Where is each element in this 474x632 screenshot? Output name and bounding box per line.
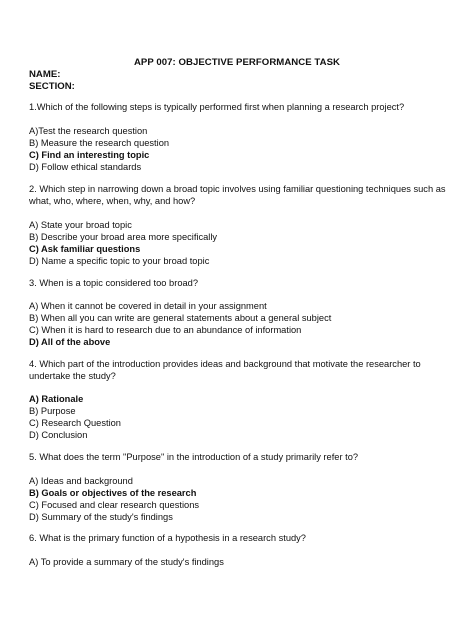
name-field-label: NAME: xyxy=(29,69,61,80)
option-item: C) Research Question xyxy=(29,418,121,428)
question-5: 5. What does the term "Purpose" in the introduction of a study primarily refer to? xyxy=(29,452,359,462)
question-2-options xyxy=(29,219,449,267)
question-1-options xyxy=(29,125,449,173)
question-6-options xyxy=(29,556,449,568)
question-6: 6. What is the primary function of a hypothesis in a research study? xyxy=(29,533,306,543)
section-field-label: SECTION: xyxy=(29,81,75,92)
question-3-options xyxy=(29,300,449,348)
option-item: B) Goals or objectives of the research xyxy=(29,488,197,498)
question-4: 4. Which part of the introduction provides ideas and background that motivate the researcher to undertake the study? xyxy=(29,359,421,381)
option-item: A) Rationale xyxy=(29,394,84,404)
question-5-options xyxy=(29,475,449,523)
option-item: C) Find an interesting topic xyxy=(29,150,150,160)
option-item: A)Test the research question xyxy=(29,126,148,136)
option-item: D) Conclusion xyxy=(29,430,88,440)
option-item: A) Ideas and background xyxy=(29,476,133,486)
question-3: 3. When is a topic considered too broad? xyxy=(29,278,198,288)
option-item: A) When it cannot be covered in detail in your assignment xyxy=(29,301,267,311)
option-item: B) Describe your broad area more specifically xyxy=(29,232,218,242)
option-item: D) Follow ethical standards xyxy=(29,162,142,172)
question-1: 1.Which of the following steps is typically performed first when planning a research project? xyxy=(29,102,405,112)
question-4-options xyxy=(29,393,449,441)
option-item: C) Focused and clear research questions xyxy=(29,500,200,510)
option-item: C) When it is hard to research due to an abundance of information xyxy=(29,325,302,335)
option-item: A) State your broad topic xyxy=(29,220,132,230)
option-item: B) Purpose xyxy=(29,406,76,416)
option-item: D) Summary of the study's findings xyxy=(29,512,173,522)
question-2: 2. Which step in narrowing down a broad topic involves using familiar questioning techniques such as what, who, where, when, why, and how? xyxy=(29,184,446,206)
option-item: B) Measure the research question xyxy=(29,138,170,148)
option-item: C) Ask familiar questions xyxy=(29,244,141,254)
option-item: A) To provide a summary of the study's findings xyxy=(29,557,224,567)
option-item: B) When all you can write are general statements about a general subject xyxy=(29,313,332,323)
option-item: D) Name a specific topic to your broad topic xyxy=(29,256,210,266)
document-title: APP 007: OBJECTIVE PERFORMANCE TASK xyxy=(133,57,341,68)
option-item: D) All of the above xyxy=(29,337,111,347)
